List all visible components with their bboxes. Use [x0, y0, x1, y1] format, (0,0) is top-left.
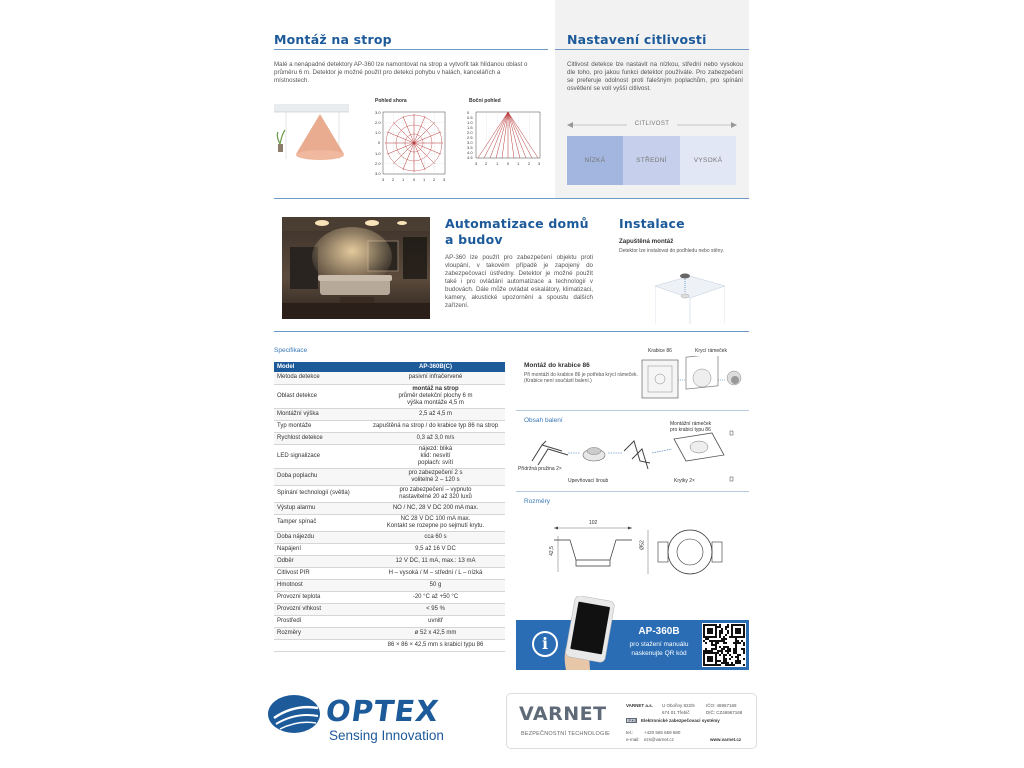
spec-key: Prostředí — [274, 615, 366, 627]
spec-row — [274, 543, 505, 555]
spec-row — [274, 591, 505, 603]
spec-value — [366, 591, 505, 603]
spec-key: Tamper spínač — [274, 514, 366, 531]
box86-title: Montáž do krabice 86 — [524, 362, 590, 369]
spec-value — [366, 408, 505, 420]
ytick: 1.5 — [467, 125, 473, 130]
optex-logo-text: OPTEX — [323, 694, 442, 728]
xtick: 2 — [433, 177, 436, 182]
install-illustration — [655, 264, 725, 324]
spec-key: Rychlost detekce — [274, 432, 366, 444]
spec-value-line: 50 g — [429, 581, 442, 588]
spec-value — [366, 502, 505, 514]
varnet-logo: VARNET — [519, 703, 607, 725]
xtick: 3 — [443, 177, 446, 182]
spec-row — [274, 444, 505, 468]
top-view-chart — [373, 108, 453, 184]
spec-key: Typ montáže — [274, 420, 366, 432]
ceiling-illustration — [274, 104, 349, 164]
spec-value — [366, 468, 505, 485]
varnet-mail[interactable]: ezs@varnet.cz — [644, 737, 674, 742]
spec-key — [274, 639, 366, 651]
optex-logo-icon — [268, 694, 322, 734]
spec-value-line: poplach: svítí — [417, 459, 454, 466]
spec-value-line: 12 V DC, 11 mA, max.: 13 mA — [395, 557, 476, 564]
package-covers-label: Krytky 2× — [674, 478, 695, 484]
spec-row — [274, 555, 505, 567]
spec-value-line: klid: nesvítí — [420, 452, 451, 459]
ytick: 4.5 — [467, 155, 473, 160]
box86-text: Při montáži do krabice 86 je potřeba krycí rámeček. (Krabice není součástí balení.) — [524, 372, 638, 384]
ytick: 3.0 — [375, 171, 381, 176]
spec-value — [366, 627, 505, 639]
spec-key: Odběr — [274, 555, 366, 567]
spec-key: Oblast detekce — [274, 384, 366, 408]
side-view-xticks — [475, 161, 541, 166]
varnet-tel-label: tel.: — [626, 730, 634, 735]
spec-value — [366, 639, 505, 651]
box86-label: Krabice 86 — [648, 348, 672, 354]
home-title-1: Automatizace domů — [445, 216, 589, 231]
spec-value-line: nájezd: bliká — [418, 445, 453, 452]
xtick: 3 — [538, 161, 541, 166]
xtick: 1 — [402, 177, 405, 182]
spec-value — [366, 543, 505, 555]
spec-title: Specifikace — [274, 347, 308, 354]
spec-table — [274, 362, 505, 652]
install-title: Instalace — [619, 216, 685, 231]
spec-header-value: AP-360B(C) — [366, 362, 505, 372]
varnet-addr1: U Obořiny 822/5 — [662, 703, 695, 708]
xtick: 2 — [485, 161, 488, 166]
spec-row — [274, 384, 505, 408]
home-title-2: a budov — [445, 232, 503, 247]
spec-key: Citlivost PIR — [274, 567, 366, 579]
ytick: 2.0 — [467, 130, 473, 135]
top-view-label: Pohled shora — [375, 98, 407, 104]
xtick: 1 — [423, 177, 426, 182]
dims-divider — [516, 491, 749, 492]
spec-value — [366, 615, 505, 627]
spec-value — [366, 432, 505, 444]
spec-row — [274, 432, 505, 444]
ytick: 2.5 — [467, 135, 473, 140]
spec-header-row — [274, 362, 505, 372]
spec-row — [274, 627, 505, 639]
promo-text-1: pro stažení manuálu — [629, 641, 689, 648]
ytick: 1.0 — [375, 130, 381, 135]
mount-title: Montáž na strop — [274, 32, 392, 47]
mount-text: Malé a nenápadné detektory AP-360 lze namontovat na strop a vytvořit tak hlídanou oblast o průměru 6 m. Detektor je možné použít pro detekci pohybu v halách, kancelářích a místnostech. — [274, 61, 528, 84]
package-screw-label: Upevňovací šroub — [568, 478, 609, 484]
info-icon: i — [532, 631, 558, 657]
spec-value-line: ø 52 x 42,5 mm — [414, 629, 457, 636]
spec-row — [274, 372, 505, 384]
ytick: 2.0 — [375, 161, 381, 166]
promo-model: AP-360B — [638, 626, 680, 637]
varnet-tel[interactable]: +420 565 659 680 — [644, 730, 681, 735]
varnet-company: VARNET a.s. — [626, 703, 653, 708]
spec-value — [366, 555, 505, 567]
spec-row — [274, 502, 505, 514]
sensitivity-high: VYSOKÁ — [680, 136, 736, 185]
spec-value — [366, 384, 505, 408]
spec-value-line: -20 °C až +50 °C — [412, 593, 459, 600]
xtick: 2 — [392, 177, 395, 182]
package-spring-label: Přídržná pružina 2× — [518, 466, 562, 472]
spec-row — [274, 514, 505, 531]
mount-divider — [274, 49, 548, 50]
qr-code[interactable] — [702, 623, 746, 667]
living-room-photo — [282, 217, 430, 319]
sensitivity-divider — [555, 49, 749, 50]
varnet-ico: IČO: 46967168 — [706, 703, 737, 708]
spec-value-line: zapuštěná na strop / do krabice typ 86 na strop — [372, 422, 499, 429]
xtick: 3 — [382, 177, 385, 182]
spec-value-line: < 95 % — [426, 605, 445, 612]
spec-value-line: pro zabezpečení – vypnuto — [399, 486, 472, 493]
spec-key: Provozní vlhkost — [274, 603, 366, 615]
promo-text-2: naskenujte QR kód — [631, 650, 687, 657]
spec-value — [366, 514, 505, 531]
sensitivity-medium: STŘEDNÍ — [623, 136, 680, 185]
sensitivity-low: NÍZKÁ — [567, 136, 623, 185]
varnet-addr2: 674 01 Třebíč — [662, 710, 690, 715]
spec-value-line: volitelné 2 – 120 s — [411, 476, 460, 483]
package-divider — [516, 410, 749, 411]
spec-key: Rozměry — [274, 627, 366, 639]
package-frame-label: Montážní rámeček pro krabici typu 86 — [670, 421, 712, 433]
spec-value-line: 86 × 86 × 42,5 mm s krabicí typu 86 — [387, 641, 484, 648]
dims-diameter: Ø52 — [639, 540, 646, 550]
spec-value-line: Kontakt se rozepne po sejmutí krytu. — [386, 522, 485, 529]
varnet-dic: DIČ: CZ46967168 — [706, 710, 743, 715]
phone-hand-image — [560, 596, 620, 670]
spec-key: Metoda detekce — [274, 372, 366, 384]
spec-value — [366, 444, 505, 468]
package-title: Obsah balení — [524, 417, 563, 424]
spec-row — [274, 420, 505, 432]
package-illustration — [524, 425, 749, 485]
spec-key: Provozní teplota — [274, 591, 366, 603]
spec-value-line: 0,3 až 3,0 m/s — [416, 434, 455, 441]
spec-row — [274, 531, 505, 543]
install-text: Detektor lze instalovat do podhledu nebo stěny. — [619, 248, 724, 254]
sensitivity-text: Citlivost detekce lze nastavit na nízkou, střední nebo vysokou dle toho, pro jakou funkci detektor používáte. Pro zabezpečení se preferuje odolnost proti falešným poplachům, pro spínání osvětlení se volí vyšší citlivost. — [567, 61, 743, 92]
spec-value-line: cca 60 s — [424, 533, 447, 540]
spec-key: Napájení — [274, 543, 366, 555]
side-view-yticks — [467, 110, 473, 160]
dims-drawing — [550, 522, 740, 582]
spec-row — [274, 639, 505, 651]
spec-row — [274, 579, 505, 591]
spec-key: Výstup alarmu — [274, 502, 366, 514]
ytick: 2.0 — [375, 120, 381, 125]
spec-key: Doba nájezdu — [274, 531, 366, 543]
spec-value-line: NO / NC, 28 V DC 200 mA max. — [392, 504, 479, 511]
top-divider — [274, 198, 749, 199]
dims-width: 102 — [589, 520, 598, 526]
spec-row — [274, 408, 505, 420]
spec-row — [274, 567, 505, 579]
varnet-sub: BEZPEČNOSTNÍ TECHNOLOGIE — [521, 731, 611, 737]
ytick: 4.0 — [467, 150, 473, 155]
mid-divider — [274, 331, 749, 332]
spec-value-line: nastavitelné 20 až 320 luxů — [399, 493, 472, 500]
install-subtitle: Zapuštěná montáž — [619, 238, 674, 245]
spec-key: Hmotnost — [274, 579, 366, 591]
ytick: 3.0 — [375, 110, 381, 115]
spec-key: Montážní výška — [274, 408, 366, 420]
ytick: 1.0 — [467, 120, 473, 125]
home-text: AP-360 lze použít pro zabezpečení objektu proti vloupání, v takovém případě je zapojený do zabezpečovací ústředny. Detektor je možné použít také i pro ovládání automatizace a technologií v budovách. Dále může ovládat eskalátory, klimatizaci, kamery, akustické upozornění a spoustu dalších zařízení. — [445, 254, 593, 309]
frame-label: Krycí rámeček — [695, 348, 727, 354]
side-view-label: Boční pohled — [469, 98, 501, 104]
ytick: 3.0 — [467, 140, 473, 145]
side-view-chart — [466, 108, 548, 170]
ytick: 0 — [467, 110, 470, 115]
ytick: 1.0 — [375, 151, 381, 156]
spec-value — [366, 485, 505, 502]
sensitivity-title: Nastavení citlivosti — [567, 32, 707, 47]
dims-height: 42,5 — [548, 546, 555, 556]
ytick: 3.5 — [467, 145, 473, 150]
spec-key: LED signalizace — [274, 444, 366, 468]
spec-value-line: pasivní infračervené — [408, 374, 463, 381]
sensitivity-axis-label: CITLIVOST — [634, 121, 670, 127]
spec-value-line: 2,5 až 4,5 m — [418, 410, 453, 417]
spec-row — [274, 615, 505, 627]
spec-value-line: výška montáže 4,5 m — [407, 399, 464, 406]
box86-illustration — [640, 356, 750, 404]
spec-value — [366, 567, 505, 579]
xtick: 0 — [413, 177, 416, 182]
ytick: 0 — [378, 140, 381, 145]
xtick: 0 — [507, 161, 510, 166]
spec-value-line: 9,5 až 16 V DC — [415, 545, 456, 552]
spec-key: Spínání technologií (světla) — [274, 485, 366, 502]
xtick: 1 — [496, 161, 499, 166]
xtick: 1 — [517, 161, 520, 166]
ezs-badge: EZS — [627, 718, 636, 723]
spec-value-line: uvnitř — [428, 617, 443, 624]
top-view-yticks — [375, 110, 381, 176]
top-view-xticks — [382, 177, 446, 182]
ytick: 0.5 — [467, 115, 473, 120]
spec-row — [274, 603, 505, 615]
spec-value-line: NC 28 V DC 100 mA max. — [400, 515, 471, 522]
xtick: 3 — [475, 161, 478, 166]
spec-value — [366, 531, 505, 543]
spec-row — [274, 485, 505, 502]
spec-value-line: pro zabezpečení 2 s — [408, 469, 463, 476]
varnet-ezs: Elektronické zabezpečovací systémy — [641, 718, 720, 723]
spec-value — [366, 372, 505, 384]
spec-row — [274, 468, 505, 485]
optex-tagline: Sensing Innovation — [329, 728, 444, 743]
spec-value — [366, 420, 505, 432]
dims-title: Rozměry — [524, 498, 551, 505]
spec-value-line: H – vysoká / M – střední / L – nízká — [388, 569, 483, 576]
spec-key: Doba poplachu — [274, 468, 366, 485]
spec-value — [366, 603, 505, 615]
spec-value-line: průměr detekční plochy 6 m — [398, 392, 473, 399]
spec-header-key: Model — [274, 362, 366, 372]
xtick: 2 — [528, 161, 531, 166]
spec-value-line: montáž na strop — [412, 385, 459, 392]
varnet-mail-label: e-mail: — [626, 737, 640, 742]
spec-value — [366, 579, 505, 591]
varnet-web[interactable]: www.varnet.cz — [710, 737, 742, 742]
